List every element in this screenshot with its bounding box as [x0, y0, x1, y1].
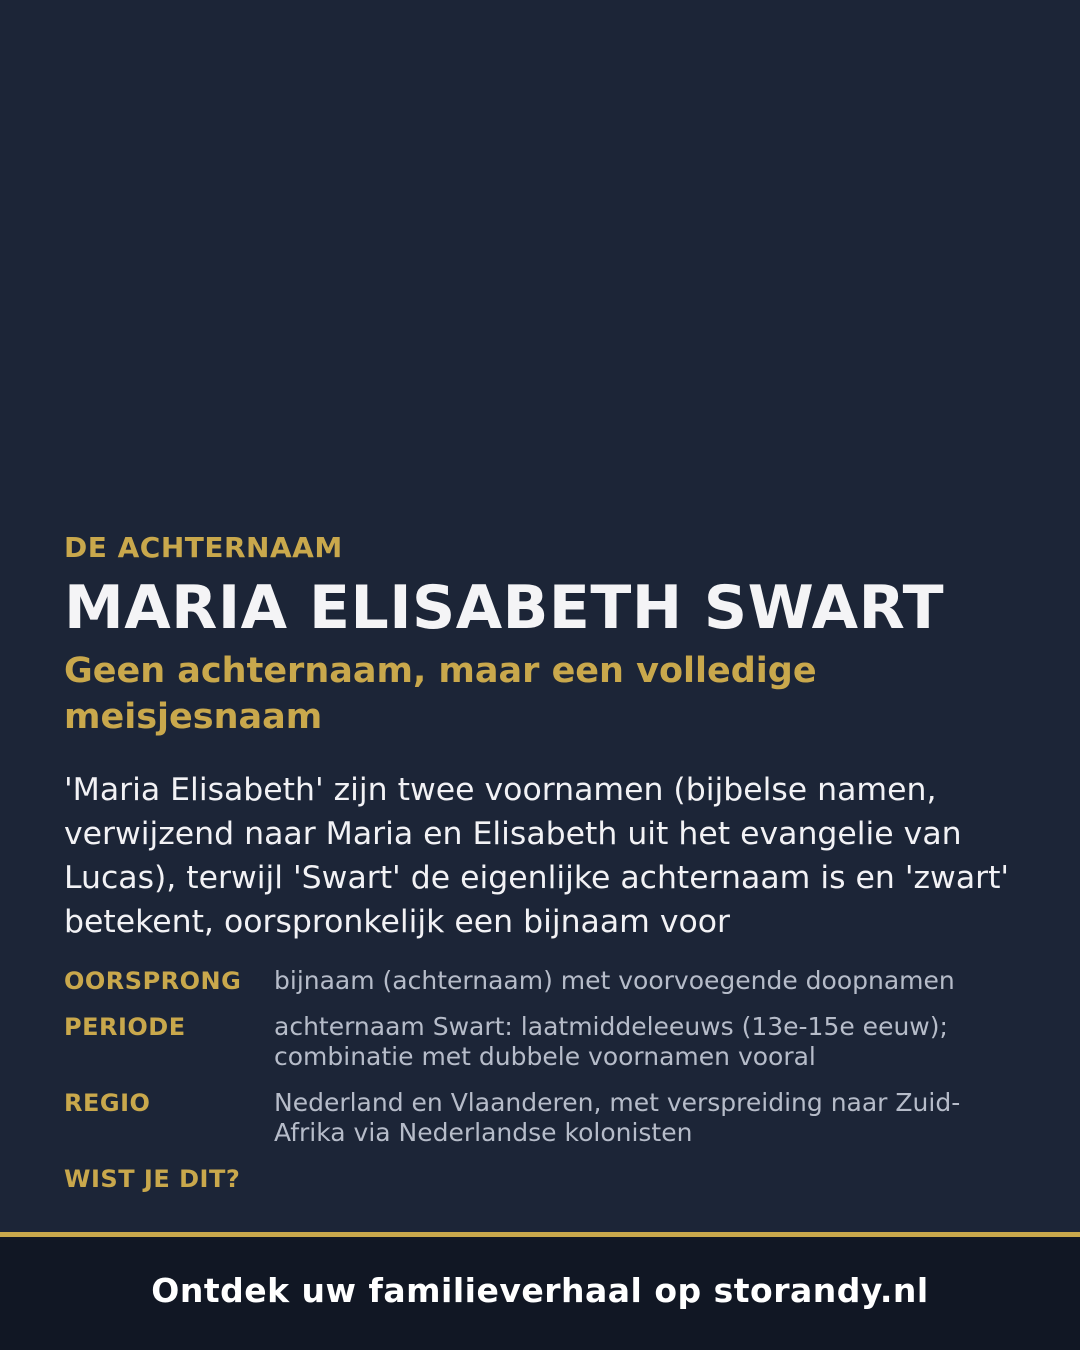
subtitle: Geen achternaam, maar een volledige meisjesnaam: [64, 651, 817, 737]
fact-period-value: achternaam Swart: laatmiddeleeuws (13e-15e eeuw); combinatie met dubbele voornamen vooral: [274, 1012, 948, 1071]
fact-origin-label: OORSPRONG: [64, 967, 242, 995]
fact-period: [64, 1012, 1016, 1072]
facts-list: [64, 966, 1016, 1210]
fact-origin: [64, 966, 1016, 996]
surname-title: MARIA ELISABETH SWART: [64, 573, 945, 643]
eyebrow-label: DE ACHTERNAAM: [64, 531, 343, 564]
footer-cta-text: Ontdek uw familieverhaal op storandy.nl: [151, 1271, 929, 1310]
footer-bar: [0, 1237, 1080, 1350]
name-card: [64, 0, 1016, 1232]
fact-origin-value: bijnaam (achternaam) met voorvoegende doopnamen: [274, 966, 955, 995]
description-text: 'Maria Elisabeth' zijn twee voornamen (bijbelse namen, verwijzend naar Maria en Elisabeth uit het evangelie van Lucas), terwijl 'Swart' de eigenlijke achternaam is en 'zwart' betekent, oorspronkelijk een bijnaam voor: [64, 772, 1010, 940]
fact-region-label: REGIO: [64, 1089, 151, 1117]
fact-region-value: Nederland en Vlaanderen, met verspreiding naar Zuid-Afrika via Nederlandse kolonisten: [274, 1088, 961, 1147]
fact-region: [64, 1088, 1016, 1148]
fact-trivia: [64, 1164, 1016, 1194]
fact-trivia-label: WIST JE DIT?: [64, 1165, 241, 1193]
fact-period-label: PERIODE: [64, 1013, 186, 1041]
